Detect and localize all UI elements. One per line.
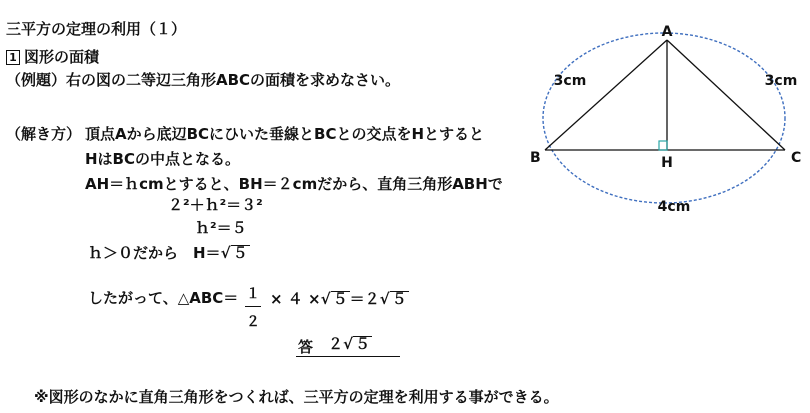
- solution-line-1: 頂点Aから底辺BCにひいた垂線とBCとの交点をHとすると: [85, 125, 485, 143]
- right-angle-marker: [659, 141, 667, 150]
- sqrt-5-result: √ ５: [379, 290, 407, 308]
- circumscribed-ellipse: [543, 33, 785, 203]
- base-length: 4cm: [657, 199, 691, 215]
- equation-pythagoras: ２²＋ｈ²＝３²: [168, 196, 263, 214]
- note: ※図形のなかに直角三角形をつくれば、三平方の定理を利用する事ができる。: [34, 388, 559, 406]
- side-ac: [667, 40, 785, 150]
- vertex-a-label: A: [661, 24, 673, 40]
- area-multiplication: × ４ ×: [270, 290, 321, 308]
- area-prefix: したがって、△ABC＝: [88, 289, 239, 307]
- side-ab-length: 3cm: [553, 73, 587, 89]
- page-title: 三平方の定理の利用（１）: [6, 20, 187, 38]
- answer-coefficient: ２: [328, 335, 344, 353]
- foot-h-label: H: [661, 155, 673, 171]
- sqrt-5-area: √ ５: [320, 290, 348, 308]
- solution-line-3: AH＝ｈcmとすると、BH＝２cmだから、直角三角形ABHで: [85, 175, 503, 193]
- area-result-coefficient: ＝２: [349, 290, 380, 308]
- vertex-c-label: C: [791, 150, 802, 166]
- radicand: ５: [232, 244, 248, 262]
- section-title: 図形の面積: [24, 48, 100, 66]
- h-value-prefix: ｈ＞０だから H＝: [88, 244, 221, 262]
- side-ab: [545, 40, 667, 150]
- vertex-b-label: B: [530, 150, 541, 166]
- section-number-box: 1: [6, 50, 20, 65]
- example-problem: （例題）右の図の二等辺三角形ABCの面積を求めなさい。: [6, 71, 401, 89]
- side-ac-length: 3cm: [764, 73, 798, 89]
- equation-h-squared: ｈ²＝５: [195, 219, 247, 237]
- fraction-numerator: １: [246, 286, 260, 302]
- radical-sign: √: [220, 244, 231, 262]
- solution-label: （解き方）: [6, 125, 82, 143]
- sqrt-5-answer: √ ５: [343, 335, 371, 353]
- solution-line-2: HはBCの中点となる。: [85, 150, 240, 168]
- fraction-denominator: ２: [246, 314, 260, 330]
- answer-label: 答: [298, 338, 314, 356]
